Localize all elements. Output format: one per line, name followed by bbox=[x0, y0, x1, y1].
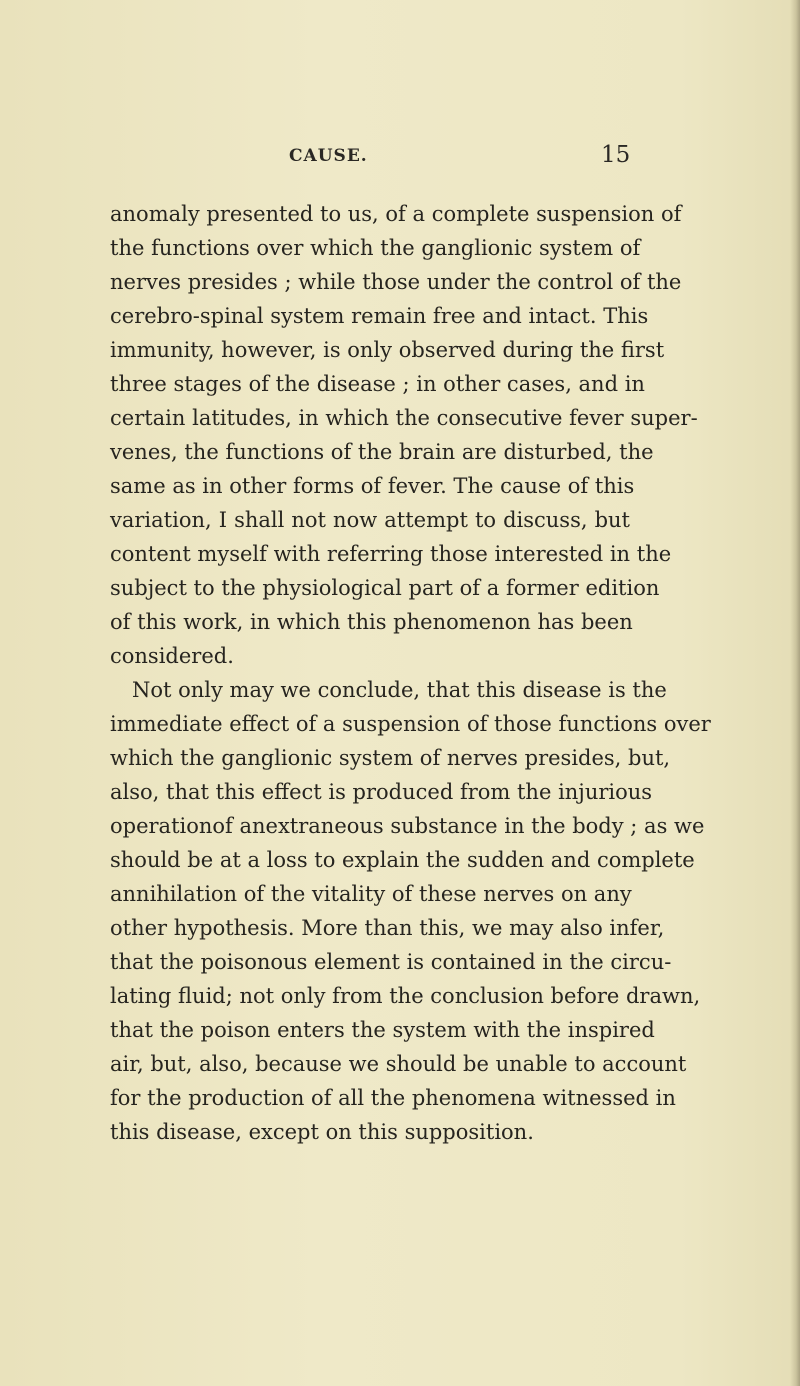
text-line: annihilation of the vitality of these nerves on any bbox=[110, 882, 632, 906]
text-line: considered. bbox=[110, 644, 234, 668]
text-line: anomaly presented to us, of a complete suspension of bbox=[110, 202, 682, 226]
running-title: CAUSE. bbox=[289, 146, 368, 166]
text-line: same as in other forms of fever. The cause of this bbox=[110, 474, 635, 498]
text-line: that the poison enters the system with the inspired bbox=[110, 1018, 655, 1042]
text-line: the functions over which the ganglionic system of bbox=[110, 236, 641, 260]
text-line: which the ganglionic system of nerves presides, but, bbox=[110, 746, 671, 770]
text-line: three stages of the disease ; in other cases, and in bbox=[110, 372, 645, 396]
text-line: immediate effect of a suspension of those functions over bbox=[110, 712, 711, 736]
text-line: this disease, except on this supposition. bbox=[110, 1120, 534, 1144]
text-line: that the poisonous element is contained in the circu- bbox=[110, 950, 672, 974]
text-line: air, but, also, because we should be unable to account bbox=[110, 1052, 687, 1076]
text-line: operationof anextraneous substance in the body ; as we bbox=[110, 814, 705, 838]
text-line: variation, I shall not now attempt to discuss, but bbox=[110, 508, 630, 532]
text-line: immunity, however, is only observed during the first bbox=[110, 338, 665, 362]
text-line: of this work, in which this phenomenon has been bbox=[110, 610, 633, 634]
text-line: nerves presides ; while those under the control of the bbox=[110, 270, 682, 294]
text-line: other hypothesis. More than this, we may also infer, bbox=[110, 916, 665, 940]
text-line: subject to the physiological part of a former edition bbox=[110, 576, 660, 600]
text-line: cerebro-spinal system remain free and intact. This bbox=[110, 304, 649, 328]
text-line: lating fluid; not only from the conclusion before drawn, bbox=[110, 984, 701, 1008]
text-line: also, that this effect is produced from the injurious bbox=[110, 780, 653, 804]
page-number: 15 bbox=[601, 142, 631, 168]
text-line: content myself with referring those interested in the bbox=[110, 542, 672, 566]
text-line: venes, the functions of the brain are disturbed, the bbox=[110, 440, 654, 464]
text-line: should be at a loss to explain the sudden and complete bbox=[110, 848, 695, 872]
text-line: for the production of all the phenomena witnessed in bbox=[110, 1086, 676, 1110]
text-line: certain latitudes, in which the consecutive fever super- bbox=[110, 406, 698, 430]
text-line: Not only may we conclude, that this disease is the bbox=[132, 678, 667, 702]
